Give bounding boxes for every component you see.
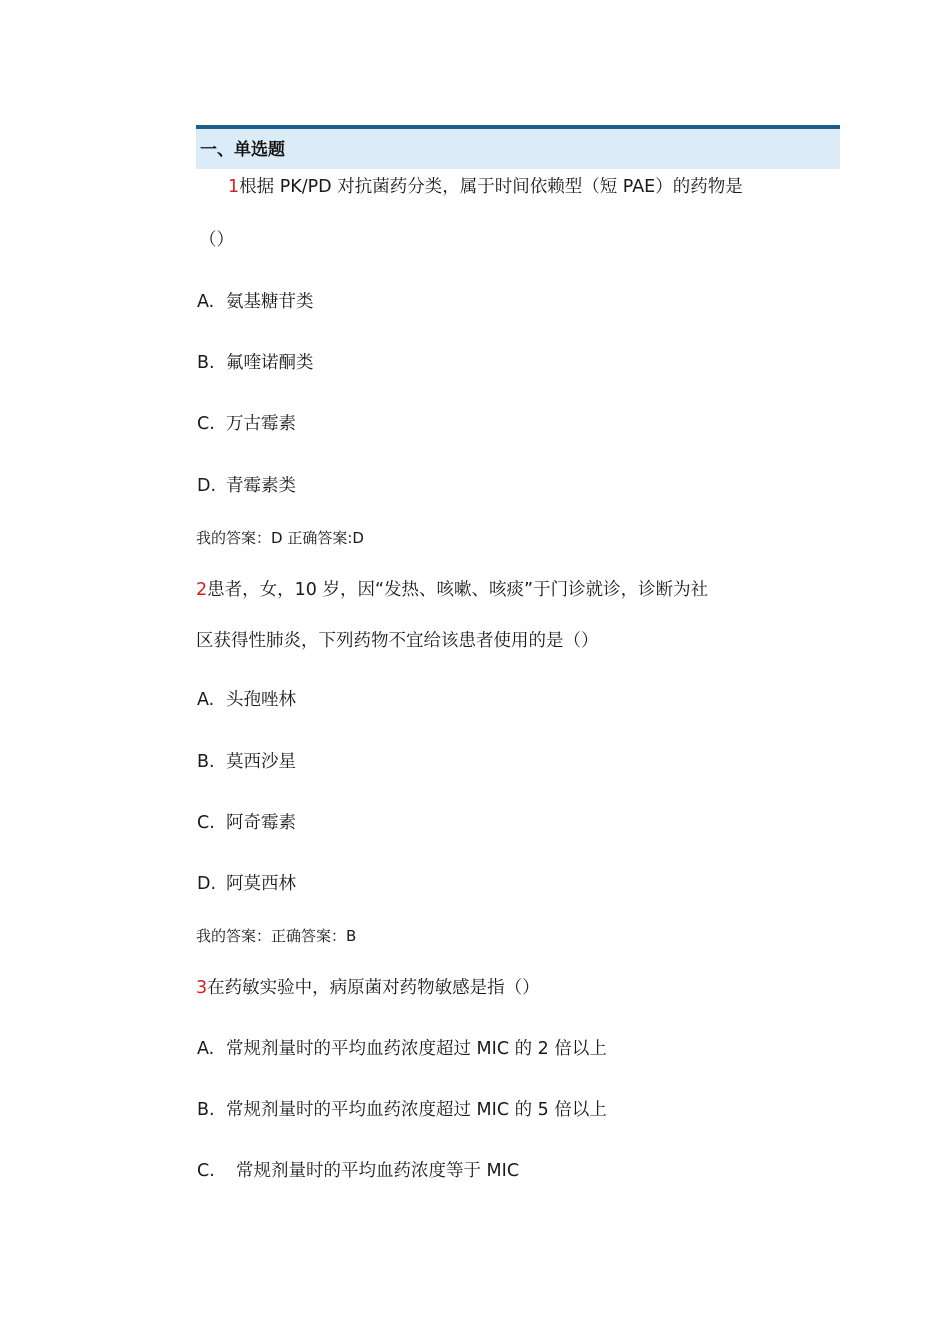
option-text: 常规剂量时的平均血药浓度超过 MIC 的 2 倍以上 — [226, 1039, 607, 1059]
question-2-stem-line2: 区获得性肺炎，下列药物不宜给该患者使用的是（） — [196, 631, 599, 651]
section-header — [196, 125, 840, 169]
option-letter: A. — [197, 690, 215, 710]
question-1-stem — [228, 173, 743, 198]
option-text: 阿莫西林 — [226, 874, 296, 894]
question-2-answer: 我的答案：正确答案：B — [196, 927, 357, 945]
question-1-option-d — [197, 472, 296, 497]
option-text: 青霉素类 — [226, 476, 296, 496]
question-1-number: 1 — [228, 177, 240, 197]
question-2-stem-line1: 患者，女，10 岁，因“发热、咳嗽、咳痰”于门诊就诊，诊断为社 — [207, 580, 709, 600]
question-2-option-c — [197, 809, 296, 834]
question-1-stem-line1: 根据 PK/PD 对抗菌药分类，属于时间依赖型（短 PAE）的药物是 — [239, 177, 743, 197]
question-2-option-a — [197, 686, 296, 711]
question-2-number: 2 — [196, 580, 208, 600]
option-letter: A. — [197, 1039, 215, 1059]
option-letter: C. — [197, 414, 215, 434]
option-letter: D. — [197, 476, 217, 496]
question-1-stem-line2: （） — [199, 230, 234, 250]
question-3-number: 3 — [196, 978, 208, 998]
section-title: 一、单选题 — [200, 140, 285, 160]
option-letter: B. — [197, 353, 215, 373]
option-letter: B. — [197, 752, 215, 772]
question-3-option-a — [197, 1035, 607, 1060]
question-1-option-a — [197, 288, 314, 313]
question-3-option-b — [197, 1096, 607, 1121]
option-text: 头孢唑林 — [226, 690, 296, 710]
question-2-option-b — [197, 748, 296, 773]
option-text: 万古霉素 — [226, 414, 296, 434]
option-text: 氟喹诺酮类 — [226, 353, 314, 373]
option-letter: C. — [197, 813, 215, 833]
option-text: 常规剂量时的平均血药浓度等于 MIC — [236, 1161, 520, 1181]
option-letter: C. — [197, 1161, 215, 1181]
question-2-stem — [196, 576, 708, 601]
question-2-option-d — [197, 870, 296, 895]
question-1-answer: 我的答案：D 正确答案:D — [196, 529, 364, 547]
question-3-stem-line1: 在药敏实验中，病原菌对药物敏感是指（） — [207, 978, 540, 998]
option-text: 氨基糖苷类 — [226, 292, 314, 312]
option-text: 阿奇霉素 — [226, 813, 296, 833]
question-3-stem — [196, 974, 540, 999]
option-text: 常规剂量时的平均血药浓度超过 MIC 的 5 倍以上 — [226, 1100, 607, 1120]
option-letter: B. — [197, 1100, 215, 1120]
question-1-option-c — [197, 410, 296, 435]
option-letter: D. — [197, 874, 217, 894]
option-letter: A. — [197, 292, 215, 312]
question-1-option-b — [197, 349, 314, 374]
option-text: 莫西沙星 — [226, 752, 296, 772]
question-3-option-c — [197, 1157, 519, 1182]
